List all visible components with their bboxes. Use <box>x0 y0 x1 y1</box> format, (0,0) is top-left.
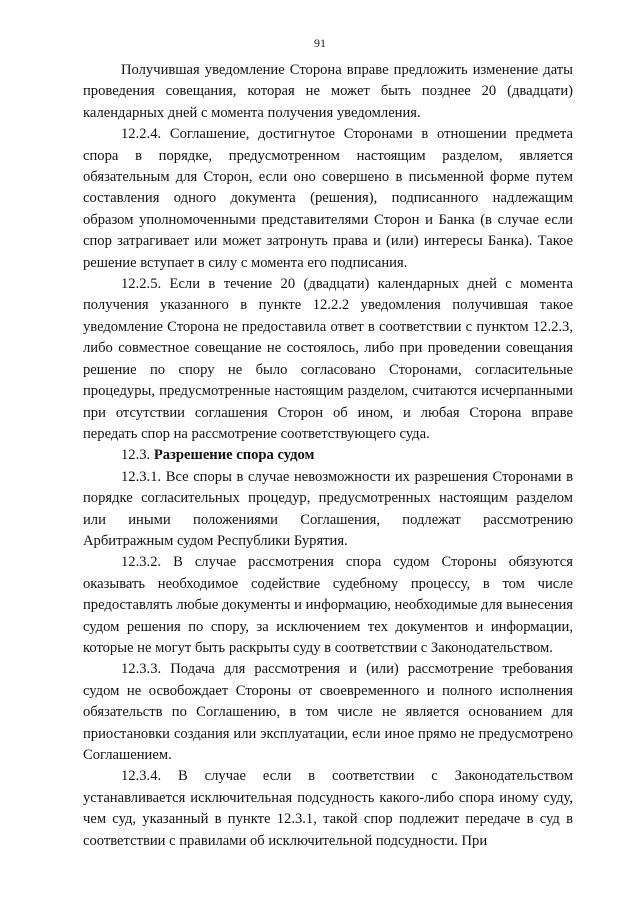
page-number: 91 <box>314 36 326 50</box>
section-title: Разрешение спора судом <box>153 447 315 464</box>
paragraph-12-3-1: 12.3.1. Все споры в случае невозможности их разрешения Сторонами в порядке согласительных процедур, предусмотренных настоящим разделом или иными положениями Соглашения, подлежат рассмотрению Арбитражным судом Республики Бурятия. <box>83 468 573 549</box>
paragraph-12-3-4: 12.3.4. В случае если в соответствии с Законодательством устанавливается исключительная подсудность какого-либо спора иному суду, чем суд, указанный в пункте 12.3.1, такой спор подлежит передаче в суд в соответствии с правилами об исключительной подсудности. При <box>83 768 573 849</box>
paragraph-12-3-2: 12.3.2. В случае рассмотрения спора судом Стороны обязуются оказывать необходимое содействие судебному процессу, в том числе предоставлять любые документы и информацию, необходимые для вынесения судом решения по спору, за исключением тех документов и информации, которые не могут быть раскрыты суду в соответствии с Законодательством. <box>83 554 573 656</box>
paragraph-12-3-3: 12.3.3. Подача для рассмотрения и (или) рассмотрение требования судом не освобождает Стороны от своевременного и полного исполнения обязательств по Соглашению, в том числе не является основанием для приостановки создания или эксплуатации, если иное прямо не предусмотрено Соглашением. <box>83 661 573 763</box>
section-heading-12-3 <box>83 445 573 466</box>
paragraph-12-2-5: 12.2.5. Если в течение 20 (двадцати) календарных дней с момента получения указанного в пункте 12.2.2 уведомления получившая такое уведомление Сторона не предоставила ответ в соответствии с пунктом 12.2.3, либо совместное совещание не состоялось, либо при проведении совещания решение по спору не было согласовано Сторонами, согласительные процедуры, предусмотренные настоящим разделом, считаются исчерпанными при отсутствии соглашения Сторон об ином, и любая Сторона вправе передать спор на рассмотрение соответствующего суда. <box>83 276 573 442</box>
paragraph-notice-date: Получившая уведомление Сторона вправе предложить изменение даты проведения совещания, которая не может быть позднее 20 (двадцати) календарных дней с момента получения уведомления. <box>83 62 573 121</box>
paragraph-12-2-4: 12.2.4. Соглашение, достигнутое Сторонами в отношении предмета спора в порядке, предусмотренном настоящим разделом, является обязательным для Сторон, если оно совершено в письменной форме путем составления одного документа (решения), подписанного надлежащим образом уполномоченными представителями Сторон и Банка (в случае если спор затрагивает или может затронуть права и (или) интересы Банка). Такое решение вступает в силу с момента его подписания. <box>83 126 573 271</box>
document-body <box>83 60 573 852</box>
section-number: 12.3. <box>121 447 151 464</box>
